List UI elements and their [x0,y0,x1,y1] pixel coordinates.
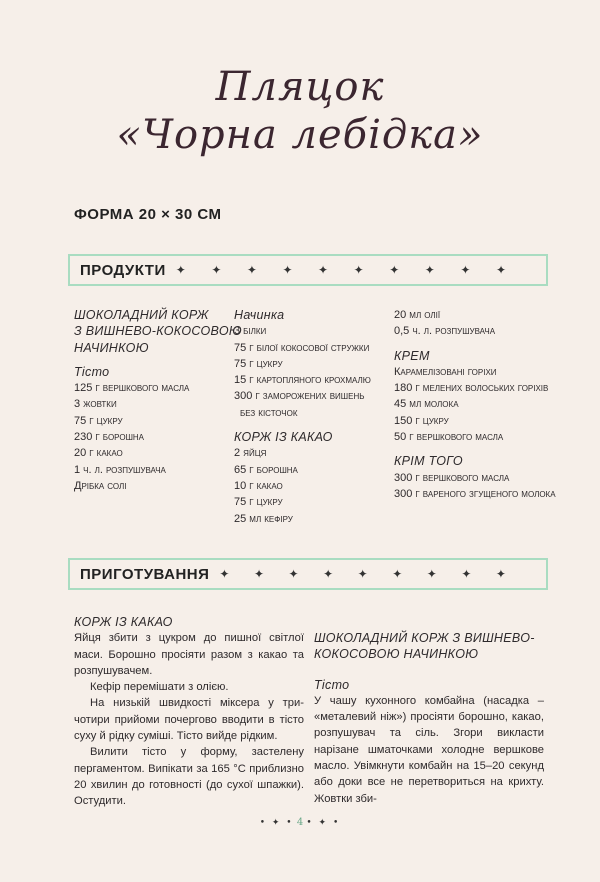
star-icon: ✦ [288,567,299,581]
ingredient-item: 20 г какао [74,447,123,460]
products-star-row [176,263,546,277]
ingredient-item: Дрібка солі [74,479,127,492]
prep-paragraph: Кефір перемішати з олією. [90,681,229,694]
ingredient-item: Карамелізовані горіхи [394,365,497,378]
star-icon: ✦ [219,567,230,581]
ingredient-item: 1 ч. л. розпушувача [74,463,166,476]
prep-right-heading-line: ШОКОЛАДНИЙ КОРЖ З ВИШНЕВО- [314,631,535,645]
ingredient-item: 300 г заморожених вишень [234,390,365,403]
recipe-title-line2: «Чорна лебідка» [116,112,484,158]
prep-right-subheading: Тісто [314,677,350,692]
star-icon: ✦ [175,263,186,277]
star-icon: ✦ [323,567,334,581]
ingredient-item: 75 г цукру [234,357,283,370]
ingredient-item: 75 г цукру [74,414,123,427]
ingredient-item: 45 мл молока [394,398,459,411]
star-icon: ✦ [253,567,265,581]
ingredients-column-1 [74,307,243,494]
star-icon: ✦ [424,263,435,277]
ingredient-item: 25 мл кефіру [234,512,293,525]
col1-heading-line: ШОКОЛАДНИЙ КОРЖ [74,308,209,322]
ingredients-column-3 [394,307,554,502]
ingredient-item: 300 г вершкового масла [394,471,510,484]
preparation-band [68,558,548,590]
col2-heading: КОРЖ ІЗ КАКАО [234,430,333,445]
star-icon: ✦ [460,263,471,277]
ingredient-item: 2 яйця [234,447,267,460]
col2-subheading: Начинка [234,308,285,322]
ingredient-item: без кісточок [240,406,298,419]
ornament-icon: • ✦ • [306,818,341,828]
page-number-footer [0,817,600,828]
ingredient-item: 0,5 ч. л. розпушувача [394,325,496,338]
star-icon: ✦ [495,263,506,277]
prep-paragraph: Вилити тісто у форму, застелену пергаментом. Випікати за 165 °С приблизно 20 хвилин до готовності (до сухої шпажки). Остудити. [74,746,304,808]
col1-heading-line: НАЧИНКОЮ [74,340,149,355]
prep-left-heading: КОРЖ ІЗ КАКАО [74,615,173,629]
ingredient-item: 15 г картопляного крохмалю [234,374,371,387]
ornament-icon: • ✦ • [259,818,294,828]
ingredient-item: 150 г цукру [394,414,449,427]
ingredient-item: 3 білки [234,325,267,338]
star-icon: ✦ [318,263,329,277]
prep-paragraph: Яйця збити з цукром до пишної світлої маси. Борошно просіяти разом з какао та розпушувачем. [74,632,304,677]
star-icon: ✦ [282,263,293,277]
ingredient-item: 75 г цукру [234,496,283,509]
ingredient-item: 3 жовтки [74,398,117,411]
star-icon: ✦ [461,567,472,581]
ingredient-item: 230 г борошна [74,431,145,444]
products-label: ПРОДУКТИ [80,261,166,279]
recipe-title-line1: Пляцок [215,64,385,110]
col1-heading-line: З ВИШНЕВО-КОКОСОВОЮ [74,324,243,339]
ingredient-item: 65 г борошна [234,463,298,476]
star-icon: ✦ [495,567,506,581]
star-icon: ✦ [426,567,437,581]
products-band [68,254,548,286]
star-icon: ✦ [357,567,368,581]
prep-paragraph: На низькій швидкості міксера у три-чотири прийоми почергово вводити в тісто суху й рідку суміші. Тісто вийде рідким. [74,697,304,743]
form-size-label: ФОРМА 20 × 30 СМ [74,206,222,223]
ingredient-item: 10 г какао [234,479,283,492]
preparation-star-row [219,567,546,581]
page-number: 4 [296,817,304,828]
star-icon: ✦ [211,263,222,277]
ingredient-item: 300 г вареного згущеного молока [394,487,556,500]
ingredient-item: 125 г вершкового масла [74,382,190,395]
star-icon: ✦ [389,263,400,277]
ingredient-item: 75 г білої кокосової стружки [234,341,370,354]
ingredients-column-2 [234,307,394,527]
prep-right-heading-line: КОКОСОВОЮ НАЧИНКОЮ [314,647,479,662]
prep-paragraph: У чашу кухонного комбайна (насадка – «металевий ніж») просіяти борошно, какао, розпушувач та сіль. Згори викласти нарізане шматочками холодне вершкове масло. Увімкнути комбайн на 15–20 секунд або доки все не перетвориться на крихту. Жовтки зби- [314,694,544,805]
preparation-label: ПРИГОТУВАННЯ [80,565,210,583]
col3-heading: КРЕМ [394,348,430,363]
ingredient-item: 50 г вершкового масла [394,431,504,444]
ingredient-item: 180 г мелених волоських горіхів [394,382,549,395]
preparation-right-column [314,630,544,807]
col1-subheading: Тісто [74,364,110,379]
star-icon: ✦ [246,263,257,277]
star-icon: ✦ [392,567,403,581]
preparation-left-column [74,614,304,810]
ingredient-item: 20 мл олії [394,309,441,321]
star-icon: ✦ [353,263,364,277]
col3-heading: КРІМ ТОГО [394,454,463,469]
